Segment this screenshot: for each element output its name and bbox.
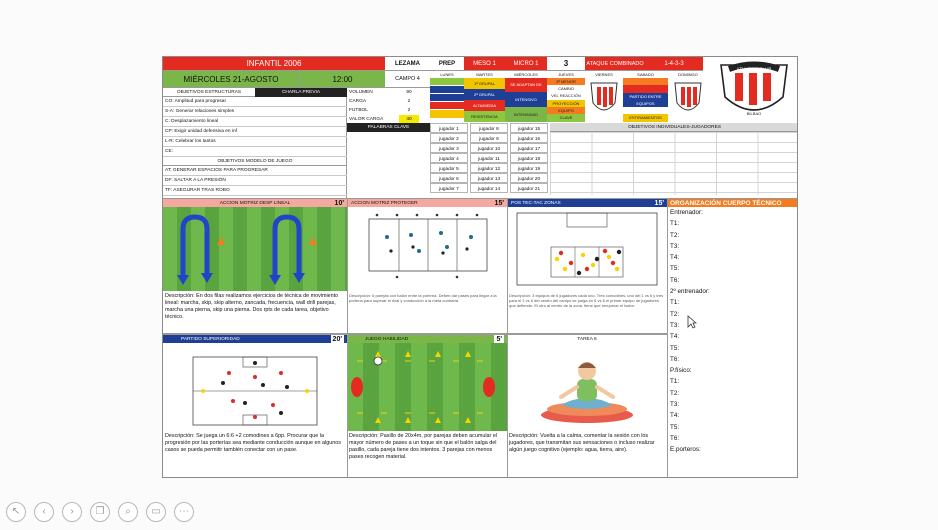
staff-line: T4: xyxy=(670,412,680,420)
task-2-diagram xyxy=(347,207,507,291)
passing-corridor-diagram xyxy=(347,343,507,431)
day-miercoles: MIÉRCOLES xyxy=(514,72,538,77)
day-domingo: DOMINGO xyxy=(678,72,698,77)
divider xyxy=(507,198,508,478)
staff-list xyxy=(667,207,798,478)
player-cell: jugador 6 xyxy=(430,173,468,183)
back-icon[interactable]: ‹ xyxy=(34,502,54,522)
micro-label: MICRO 1 xyxy=(505,57,547,71)
task-6-description: Descripción: Vuelta a la calma, comentar la sesión con los jugadores, que transmitan sus sensaciones o incluso realizar algún juego cognitivo (ejemplo: agua, tierra, aire). xyxy=(509,433,655,453)
week-wednesday-block xyxy=(505,78,547,122)
load-value: 2 xyxy=(407,108,411,113)
task-4-title: PARTIDO SUPERIORIDAD xyxy=(181,337,240,342)
viewer-toolbar xyxy=(6,502,194,522)
load-value: 2 xyxy=(407,99,411,104)
staff-line: T5: xyxy=(670,423,680,431)
player-cell: jugador 19 xyxy=(510,163,548,173)
individual-objectives-header: OBJETIVOS INDIVIDUALES-JUGADORES xyxy=(550,123,798,132)
staff-line: T6: xyxy=(670,276,680,284)
prep-label: PREP xyxy=(430,57,464,71)
session-time: 12:00 xyxy=(300,71,385,88)
task-2-description: Descripción: 6 parejas con balón entre la portería. Deben dar pases para llegar a la portería para superar el rival y conducción a la meta contraria. xyxy=(349,293,497,303)
load-label: CARGA xyxy=(349,99,367,104)
task-5-description: Descripción: Pasillo de 20x4m, por parejas deben acumular el mayor número de pases a un toque sin que el balón salga del pasillo, cada pareja tiene dos intentos. 3 parejas con menos pases recogen material. xyxy=(349,433,498,460)
more-icon[interactable]: ⋯ xyxy=(174,502,194,522)
week-saturday-block xyxy=(623,78,668,122)
tuesday-cell-4: RESISTENCIA xyxy=(464,111,505,122)
task-3-header xyxy=(507,198,667,207)
staff-line: T4: xyxy=(670,333,680,341)
task-1-header xyxy=(163,198,347,207)
objectives-panel xyxy=(163,88,347,198)
task-6-title: TAREA 6 xyxy=(577,337,597,342)
thursday-cell-3: VEL REACCIÓN xyxy=(547,92,585,100)
load-label: FUTBOL xyxy=(349,108,368,113)
staff-line: T1: xyxy=(670,220,680,228)
week-thursday-block xyxy=(547,78,585,122)
player-cell: jugador 4 xyxy=(430,153,468,163)
objective-item: L-R: Celebrar los tantos xyxy=(163,137,347,147)
copy-icon[interactable]: ❐ xyxy=(90,502,110,522)
task-4-minutes: 20' xyxy=(332,336,342,343)
session-number: 3 xyxy=(547,57,585,71)
task-1-diagram xyxy=(163,207,347,291)
staff-line: T5: xyxy=(670,344,680,352)
meditation-icon xyxy=(507,343,667,431)
task-1-title: ACCION MOTRIZ DESP LINEAL xyxy=(219,201,291,206)
thursday-cell-2: CAMBIO xyxy=(547,85,585,92)
task-3-description: Descripción: 3 equipos de 6 jugadores cada uno. Tres comodines, uno del 1 vs 6 y tres para el 1 vs 6 del centro del campo se juega en 6 vs 6 el primer equipo de jugadores que defiende. El otro al centro de la zona, tiene que recuperar el balón. xyxy=(509,293,664,308)
saturday-cell-3: ESTIRAMIENTOS xyxy=(623,114,668,122)
lineal-movement-diagram xyxy=(163,207,347,291)
saturday-cell-1: PARTIDO ENTRE xyxy=(623,93,668,100)
wednesday-cell-3: INTENSIDAD xyxy=(505,107,547,122)
task-4-diagram xyxy=(163,343,347,431)
wednesday-cell-1: SE ADAPTAN DE xyxy=(505,78,547,92)
staff-line: Entrenador: xyxy=(670,209,703,216)
staff-line: P.físico: xyxy=(670,367,692,375)
staff-line: T6: xyxy=(670,355,680,363)
player-cell: jugador 1 xyxy=(430,123,468,133)
player-cell: jugador 16 xyxy=(510,133,548,143)
load-label: VOLUMEN xyxy=(349,90,373,95)
week-friday-logo xyxy=(585,79,623,121)
day-jueves: JUEVES xyxy=(558,72,574,77)
load-value: 90 xyxy=(406,90,412,95)
task-4-header xyxy=(163,334,347,343)
staff-line: T3: xyxy=(670,401,680,409)
player-cell: jugador 3 xyxy=(430,143,468,153)
divider xyxy=(347,198,348,478)
objective-item: CE: xyxy=(163,147,347,157)
friday-crest-icon xyxy=(585,79,623,121)
modelo-juego-header: OBJETIVOS MODELO DE JUEGO xyxy=(163,157,347,166)
week-monday-block xyxy=(430,78,464,122)
model-item: AT: GENERAR ESPACIOS PARA PROGRESAR xyxy=(163,166,347,176)
tuesday-cell-1: 1ª GRUPAL xyxy=(464,78,505,89)
player-cell: jugador 20 xyxy=(510,173,548,183)
charla-previa-header: CHARLA PREVIA xyxy=(255,88,347,97)
task-2-minutes: 15' xyxy=(494,200,504,207)
divider xyxy=(163,333,667,334)
task-2-title: ACCION MOTRIZ PROTEGER xyxy=(351,201,418,206)
staff-line: 2º entrenador: xyxy=(670,288,710,296)
task-3-title: POS TEC-TAC ZONAS xyxy=(511,201,561,206)
load-value-highlight: 40 xyxy=(399,115,419,124)
player-cell: jugador 9 xyxy=(470,133,508,143)
staff-line: T5: xyxy=(670,265,680,273)
palabras-clave-header: PALABRAS CLAVE xyxy=(347,123,430,132)
wednesday-cell-2: INTENSIVO xyxy=(505,92,547,107)
staff-line: E.porteros: xyxy=(670,446,701,454)
subtitles-icon[interactable]: ▭ xyxy=(146,502,166,522)
load-label: VALOR CARGA xyxy=(349,117,384,122)
staff-header: ORGANIZACIÓN CUERPO TÉCNICO xyxy=(667,198,798,207)
thursday-cell-4: PROYECCIÓN xyxy=(547,100,585,107)
zones-diagram xyxy=(507,207,667,291)
individual-objectives-grid xyxy=(550,132,798,195)
task-6-diagram xyxy=(507,343,667,431)
task-1-description: Descripción: En dos filas realizamos ejercicios de técnica de movimiento lineal: marcha, skip, skip alterno, zancada, frecuencia, wall drill parejas, marcha una pierna, skip una pierna. Dos rpts de cada tarea, objetivo técnico. xyxy=(165,293,339,320)
day-viernes: VIERNES xyxy=(595,72,613,77)
player-cell: jugador 12 xyxy=(470,163,508,173)
staff-line: T3: xyxy=(670,321,680,329)
thursday-cell-1: 3ª MENOR xyxy=(547,78,585,85)
task-4-description: Descripción: Se juega un 6:6 +2 comodines a 6pp. Procurar que la progresión por las porterías sea mediante conducción aunque en algunos casos se pueda permitir también conectar con un pase. xyxy=(165,433,341,453)
task-5-minutes: 5' xyxy=(496,336,502,343)
player-cell: jugador 17 xyxy=(510,143,548,153)
zoom-icon[interactable]: ⌕ xyxy=(118,502,138,522)
field-label: CAMPO 4 xyxy=(385,71,430,88)
day-sabado: SABADO xyxy=(637,72,654,77)
logo-text: ATHLETIC CLUB xyxy=(736,66,772,72)
player-cell: jugador 13 xyxy=(470,173,508,183)
objetivos-estructuras-header: OBJETIVOS ESTRUCTURAS xyxy=(163,88,255,97)
objective-item: C: Desplazamiento lineal xyxy=(163,117,347,127)
player-cell: jugador 21 xyxy=(510,183,548,193)
arrow-icon[interactable]: ↖ xyxy=(6,502,26,522)
objective-item: CP: Exigir unidad defensiva en inf xyxy=(163,127,347,137)
model-item: DF: SALTAR A LA PRESIÓN xyxy=(163,176,347,186)
meso-label: MESO 1 xyxy=(464,57,505,71)
player-cell: jugador 10 xyxy=(470,143,508,153)
task-5-diagram xyxy=(347,343,507,431)
staff-line: T2: xyxy=(670,231,680,239)
team-title: INFANTIL 2006 xyxy=(163,57,385,71)
staff-line: T6: xyxy=(670,434,680,442)
staff-line: T1: xyxy=(670,299,680,307)
formation-label: 1-4-3-3 xyxy=(645,57,703,71)
location: LEZAMA xyxy=(385,57,430,71)
protect-ball-diagram xyxy=(347,207,507,291)
staff-line: T1: xyxy=(670,378,680,386)
tuesday-cell-2: 2ª GRUPAL xyxy=(464,89,505,100)
player-cell: jugador 14 xyxy=(470,183,508,193)
superiority-match-diagram xyxy=(163,343,347,431)
player-cell: jugador 8 xyxy=(470,123,508,133)
objective-item: CO: Amplitud para progresar xyxy=(163,97,347,107)
objective-item: S-A: Generar relaciones simples xyxy=(163,107,347,117)
club-logo xyxy=(709,57,798,121)
week-tuesday-block xyxy=(464,78,505,122)
sunday-crest-icon xyxy=(668,79,708,121)
session-date: MIÉRCOLES 21-AGOSTO xyxy=(163,71,300,88)
load-table xyxy=(347,88,430,126)
day-martes: MARTES xyxy=(476,72,493,77)
forward-icon[interactable]: › xyxy=(62,502,82,522)
task-2-header xyxy=(347,198,507,207)
staff-line: T2: xyxy=(670,389,680,397)
task-5-header xyxy=(347,334,507,343)
week-sunday-logo xyxy=(668,79,708,121)
mouse-cursor-icon xyxy=(687,315,697,329)
tuesday-cell-3: ALTA/MEDIA xyxy=(464,100,505,111)
saturday-cell-2: EQUIPOS xyxy=(623,100,668,107)
players-grid xyxy=(430,123,550,195)
task-1-minutes: 10' xyxy=(334,200,344,207)
thursday-cell-6: CLAVE xyxy=(547,114,585,122)
player-cell: jugador 5 xyxy=(430,163,468,173)
player-cell: jugador 7 xyxy=(430,183,468,193)
task-6-header xyxy=(507,334,667,343)
task-5-title: JUEGO HABILIDAD xyxy=(365,337,409,342)
player-cell: jugador 18 xyxy=(510,153,548,163)
staff-line: T3: xyxy=(670,242,680,250)
model-item: TF: ASEGURAR TRAS ROBO xyxy=(163,186,347,196)
logo-city: BILBAO xyxy=(746,111,762,116)
task-3-diagram xyxy=(507,207,667,291)
club-crest-icon xyxy=(709,57,798,121)
task-3-minutes: 15' xyxy=(654,200,664,207)
player-cell: jugador 2 xyxy=(430,133,468,143)
player-cell: jugador 15 xyxy=(510,123,548,133)
staff-line: T2: xyxy=(670,310,680,318)
thursday-cell-5: EQUIPO xyxy=(547,107,585,114)
day-lunes: LUNES xyxy=(440,72,454,77)
training-sheet xyxy=(162,56,798,478)
player-cell: jugador 11 xyxy=(470,153,508,163)
staff-line: T4: xyxy=(670,254,680,262)
attack-label: ATAQUE COMBINADO xyxy=(585,57,645,71)
